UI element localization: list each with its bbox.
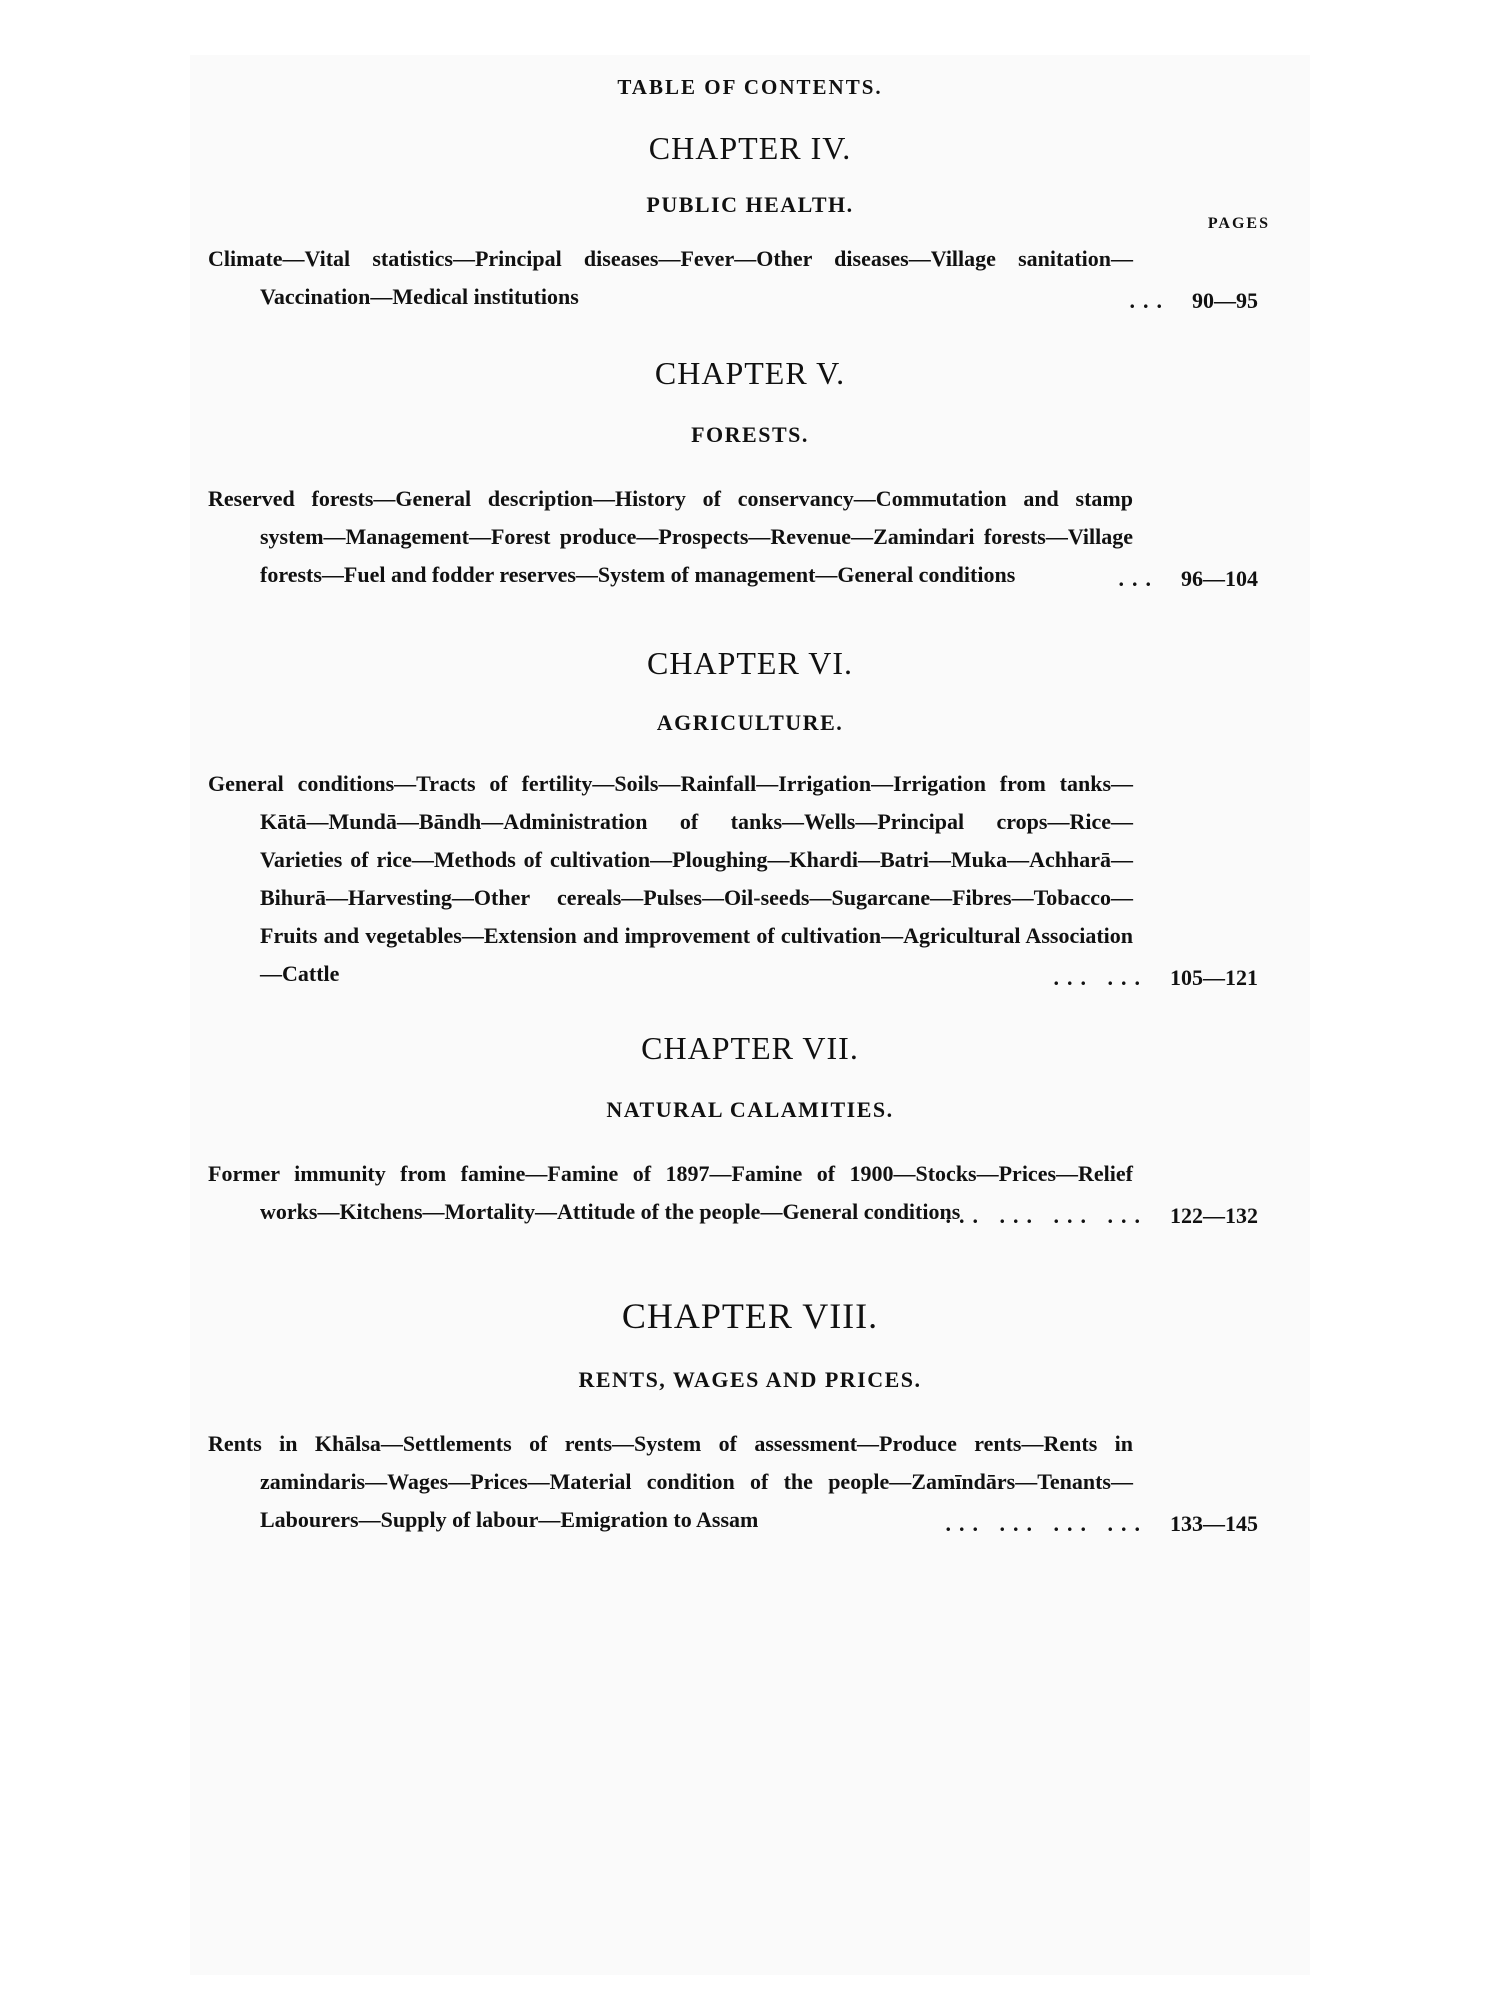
chapter-entry: [208, 1425, 1258, 1539]
page-range: 105—121: [1170, 965, 1258, 990]
entry-contents: General conditions—Tracts of fertility—Soils—Rainfall—Irrigation—Irrigation from tanks—Kātā—Mundā—Bāndh—Administration of tanks—Wells—Principal crops—Rice—Varieties of rice—Methods of cultivation—Ploughing—Khardi—Batri—Muka—Achharā—Bihurā—Harvesting—Other cereals—Pulses—Oil-seeds—Sugarcane—Fibres—Tobacco—Fruits and vegetables—Extension and improvement of cultivation—Agricultural Association—Cattle: [208, 771, 1133, 986]
page-range: 90—95: [1192, 288, 1258, 313]
entry-leaders: ... ...: [1053, 965, 1148, 990]
entry-leaders: ...: [1118, 566, 1159, 591]
chapter-entry: [208, 480, 1258, 594]
entry-contents: Former immunity from famine—Famine of 1897—Famine of 1900—Stocks—Prices—Relief works—Kitchens—Mortality—Attitude of the people—General conditions: [208, 1161, 1133, 1224]
chapter-title: CHAPTER VII.: [641, 1030, 859, 1066]
page-range: 133—145: [1170, 1511, 1258, 1536]
entry-contents: Reserved forests—General description—History of conservancy—Commutation and stamp system—Management—Forest produce—Prospects—Revenue—Zamindari forests—Village forests—Fuel and fodder reserves—System of management—General conditions: [208, 486, 1133, 587]
chapter-subtitle: RENTS, WAGES AND PRICES.: [578, 1367, 922, 1392]
chapter-title: CHAPTER IV.: [648, 130, 852, 166]
running-head: TABLE OF CONTENTS.: [617, 75, 883, 99]
page-range: 96—104: [1181, 566, 1258, 591]
entry-page-range: [1054, 965, 1259, 991]
entry-leaders: ...: [1129, 288, 1170, 313]
book-page: [190, 55, 1310, 1975]
chapter-entry: [208, 765, 1258, 993]
entry-page-range: [1119, 566, 1259, 592]
chapter-subtitle: AGRICULTURE.: [656, 710, 844, 735]
entry-page-range: [946, 1203, 1259, 1229]
chapter-subtitle: PUBLIC HEALTH.: [646, 192, 854, 217]
pages-column-label: PAGES: [1207, 215, 1270, 232]
entry-contents: Rents in Khālsa—Settlements of rents—System of assessment—Produce rents—Rents in zamindaris—Wages—Prices—Material condition of the people—Zamīndārs—Tenants—Labourers—Supply of labour—Emigration to Assam: [208, 1431, 1133, 1532]
entry-leaders: ... ... ... ...: [945, 1203, 1148, 1228]
chapter-subtitle: NATURAL CALAMITIES.: [606, 1097, 894, 1122]
entry-page-range: [1130, 288, 1259, 314]
chapter-entry: [208, 1155, 1258, 1231]
chapter-title: CHAPTER VI.: [647, 645, 853, 681]
page-range: 122—132: [1170, 1203, 1258, 1228]
chapter-title: CHAPTER VIII.: [621, 1296, 879, 1336]
entry-leaders: ... ... ... ...: [945, 1511, 1148, 1536]
entry-page-range: [946, 1511, 1259, 1537]
entry-contents: Climate—Vital statistics—Principal diseases—Fever—Other diseases—Village sanitation—Vaccination—Medical institutions: [208, 246, 1133, 309]
chapter-title: CHAPTER V.: [654, 355, 846, 391]
chapter-subtitle: FORESTS.: [691, 422, 809, 447]
chapter-entry: [208, 240, 1258, 316]
